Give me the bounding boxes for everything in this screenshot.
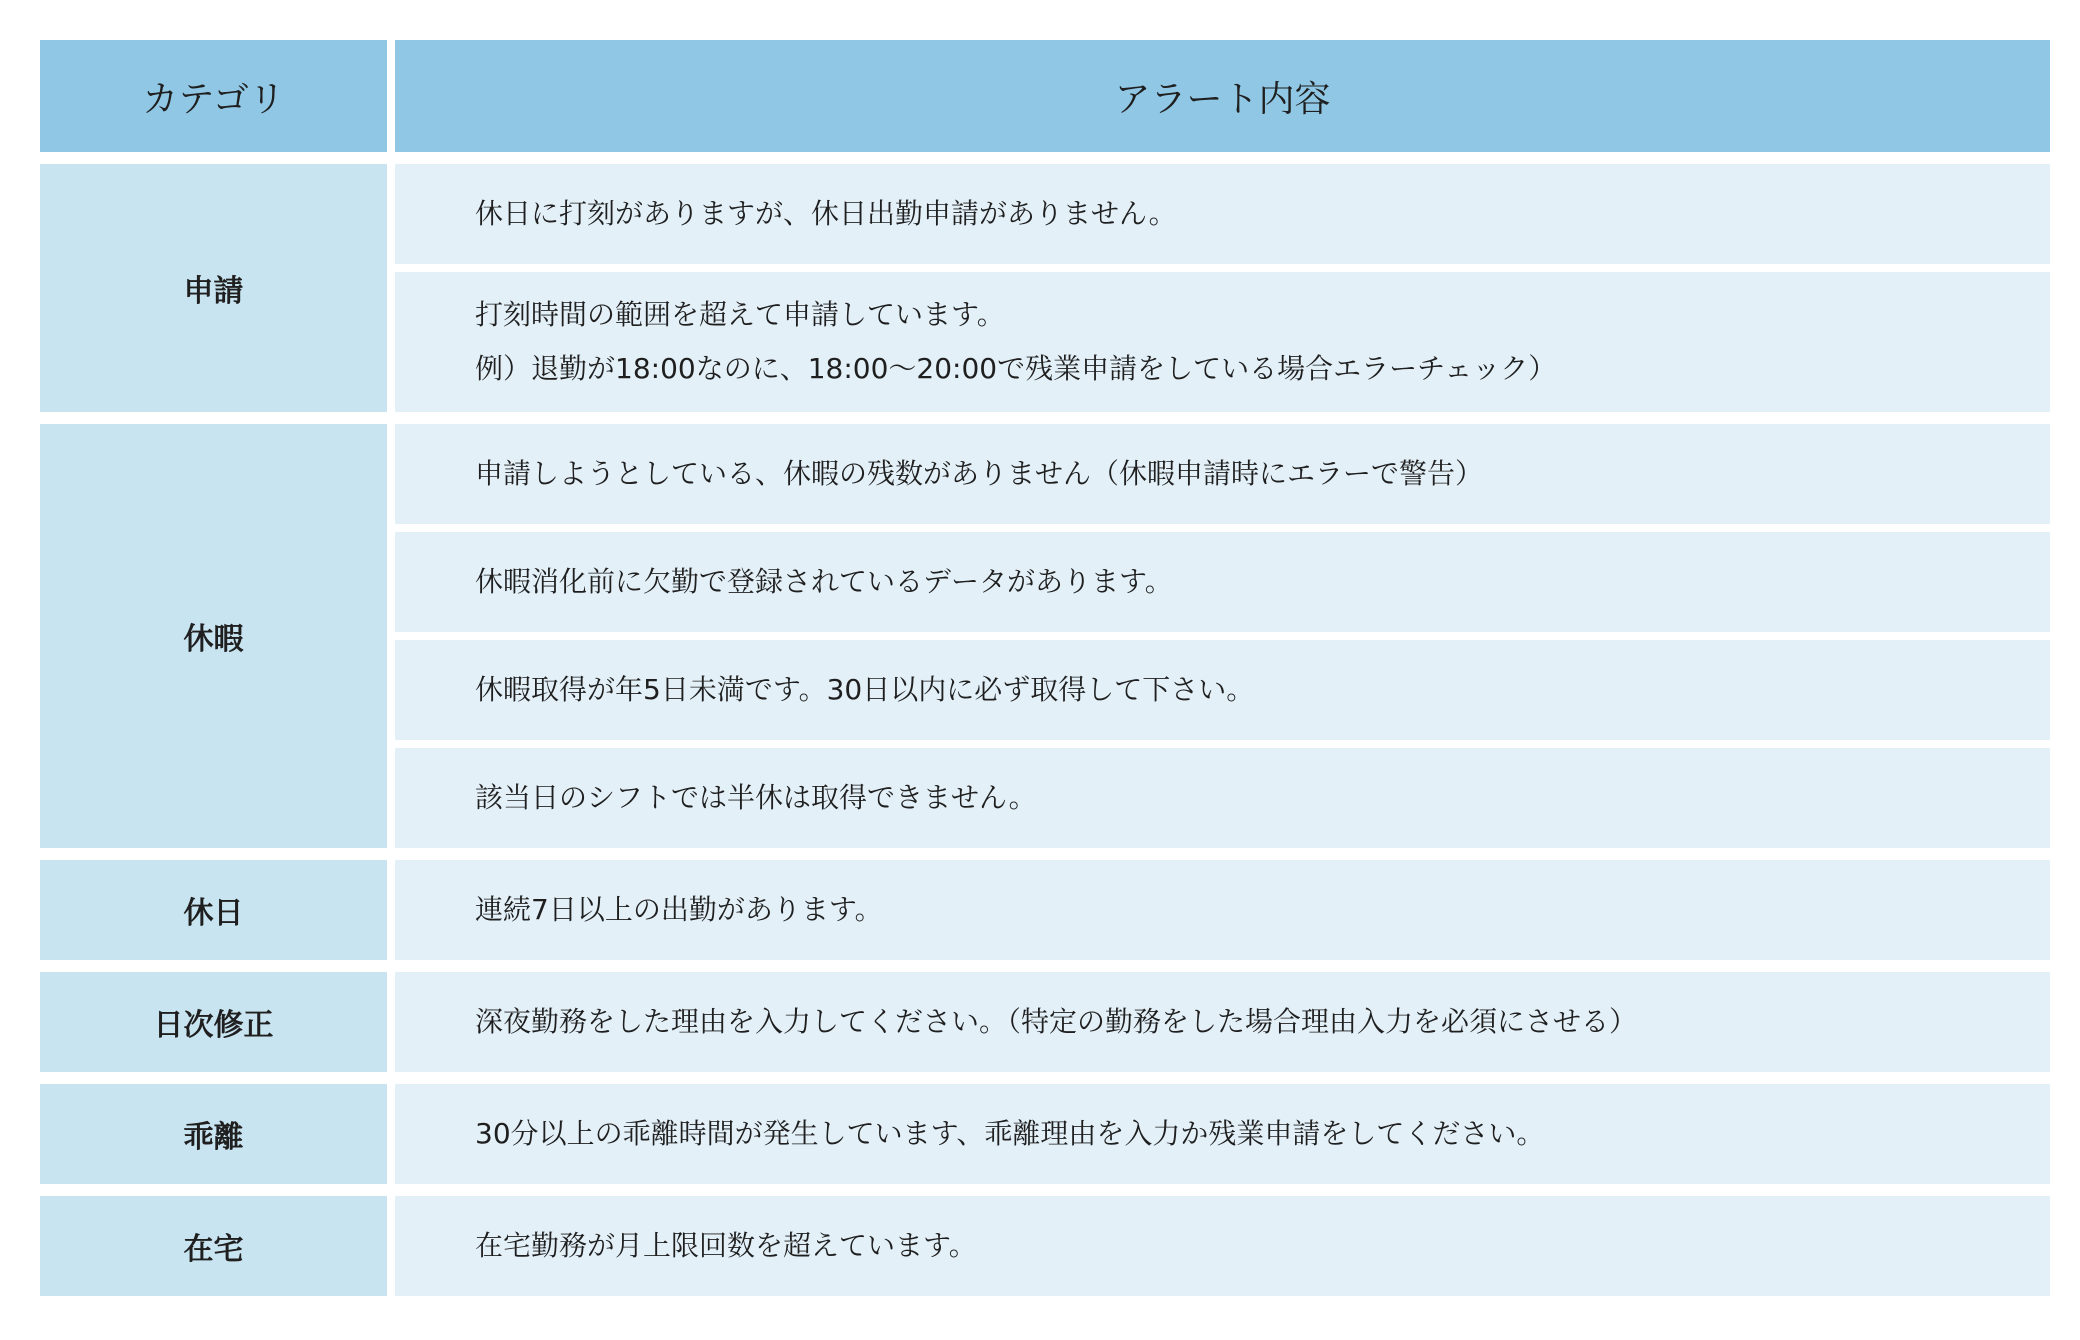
alert-cell: [395, 1084, 2050, 1184]
alert-text: 在宅勤務が月上限回数を超えています。: [475, 1229, 977, 1262]
alert-text: 休暇消化前に欠勤で登録されているデータがあります。: [475, 565, 1173, 598]
category-cell: 在宅: [40, 1196, 387, 1296]
alert-cell: [395, 164, 2050, 264]
category-cell: 休日: [40, 860, 387, 960]
alert-text: 深夜勤務をした理由を入力してください。（特定の勤務をした場合理由入力を必須にさせる）: [475, 1005, 1638, 1038]
table-row-application: [40, 164, 2050, 412]
alert-cell: [395, 424, 2050, 524]
alert-text: 連続7日以上の出勤があります。: [475, 893, 883, 926]
category-cell: 乖離: [40, 1084, 387, 1184]
category-cell: 休暇: [40, 424, 387, 848]
alert-table: [40, 40, 2050, 1308]
alert-text-example: 例）退勤が18:00なのに、18:00〜20:00で残業申請をしている場合エラーチェック）: [475, 352, 1557, 385]
alert-cell: [395, 272, 2050, 412]
alert-text: 該当日のシフトでは半休は取得できません。: [475, 781, 1037, 814]
alert-cell: [395, 640, 2050, 740]
alert-cell: [395, 748, 2050, 848]
table-row-remote-work: [40, 1196, 2050, 1296]
header-category: カテゴリ: [40, 40, 387, 152]
category-cell: 日次修正: [40, 972, 387, 1072]
alert-text: 30分以上の乖離時間が発生しています、乖離理由を入力か残業申請をしてください。: [475, 1117, 1545, 1150]
alert-cell: [395, 1196, 2050, 1296]
alerts-column: [395, 972, 2050, 1072]
alerts-column: [395, 1196, 2050, 1296]
alerts-column: [395, 424, 2050, 848]
alerts-column: [395, 164, 2050, 412]
alerts-column: [395, 1084, 2050, 1184]
alert-text: 申請しようとしている、休暇の残数がありません（休暇申請時にエラーで警告）: [475, 457, 1484, 490]
alert-cell: [395, 972, 2050, 1072]
table-row-leave: [40, 424, 2050, 848]
table-row-holiday: [40, 860, 2050, 960]
alert-cell: [395, 860, 2050, 960]
alert-text: 休暇取得が年5日未満です。30日以内に必ず取得して下さい。: [475, 673, 1255, 706]
table-row-discrepancy: [40, 1084, 2050, 1184]
alert-text: 打刻時間の範囲を超えて申請しています。: [475, 298, 1005, 331]
header-alert-content: アラート内容: [395, 40, 2050, 152]
alerts-column: [395, 860, 2050, 960]
category-cell: 申請: [40, 164, 387, 412]
alert-cell: [395, 532, 2050, 632]
alert-text: 休日に打刻がありますが、休日出勤申請がありません。: [475, 197, 1177, 230]
table-header-row: [40, 40, 2050, 152]
table-row-daily-correction: [40, 972, 2050, 1072]
